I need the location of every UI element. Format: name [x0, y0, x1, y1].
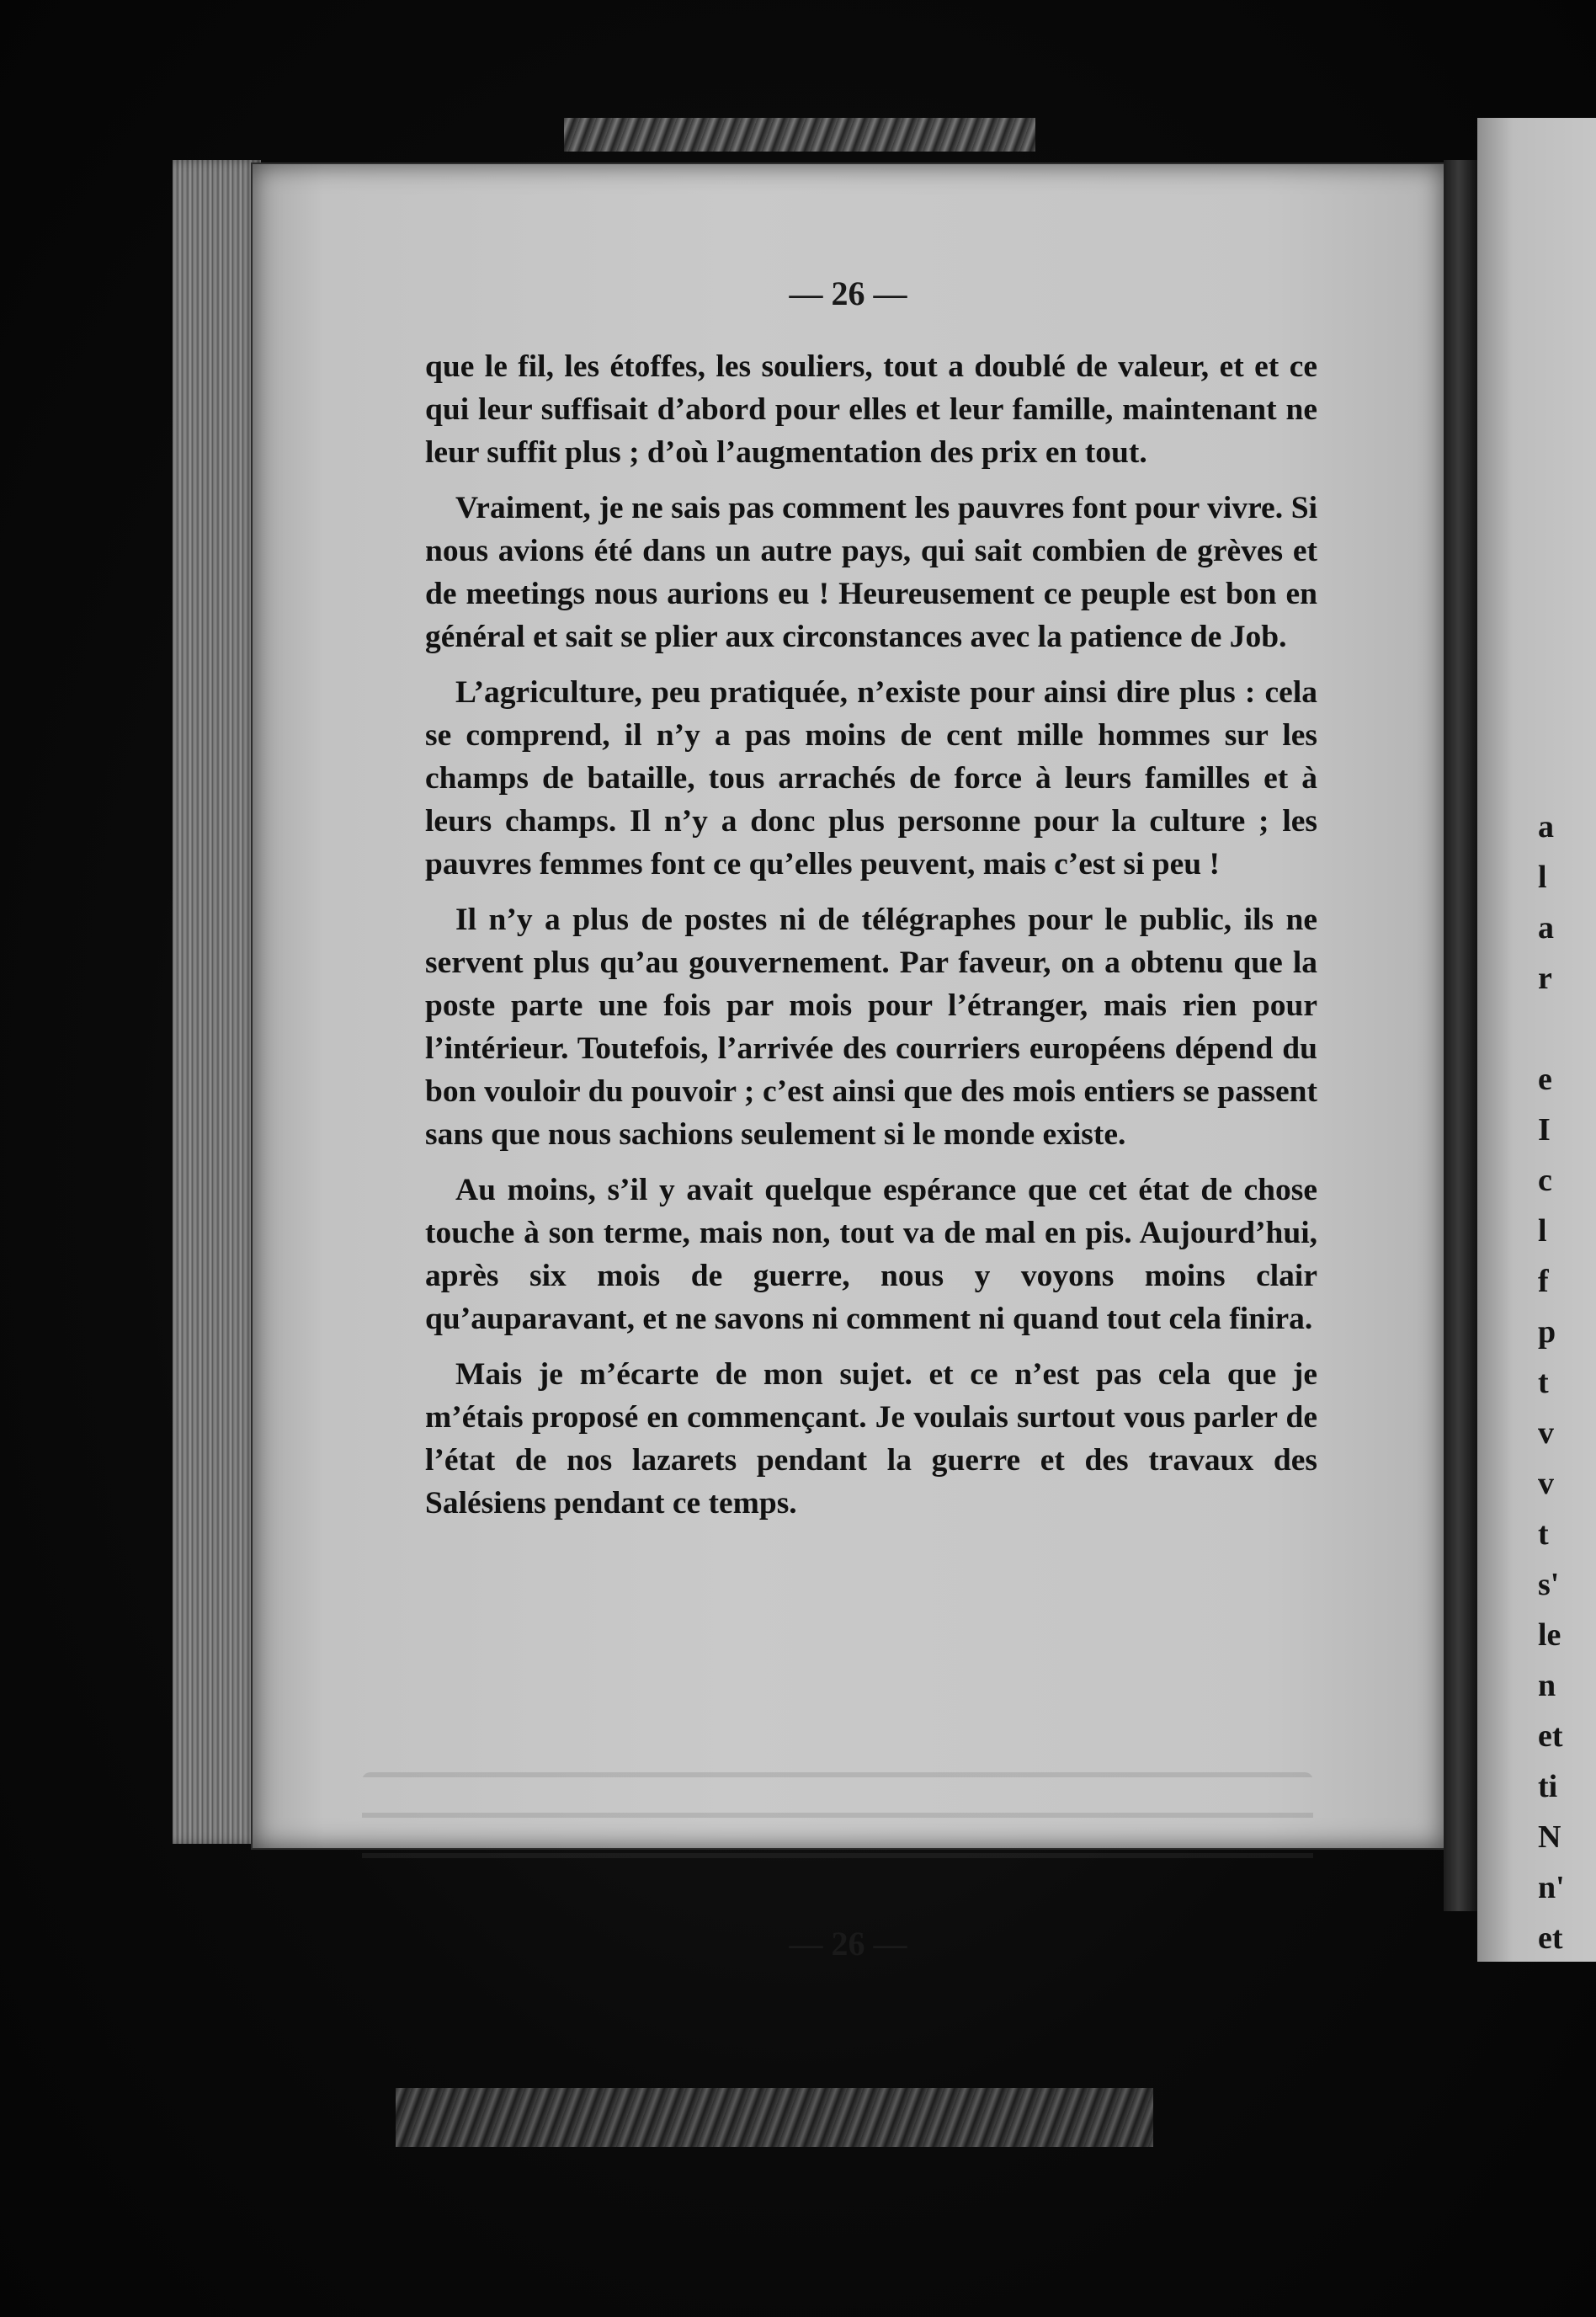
next-page-fragment: e — [1538, 1062, 1552, 1097]
binding-ornament-top — [564, 118, 1035, 152]
next-page-fragment: v — [1538, 1415, 1554, 1451]
next-page-fragment: f — [1538, 1264, 1549, 1299]
next-page-fragment: et — [1538, 1920, 1563, 1956]
next-page-fragment: a — [1538, 809, 1554, 844]
next-page-fragment: v — [1538, 1466, 1554, 1501]
page-edges — [173, 160, 261, 1844]
paragraph: Mais je m’écarte de mon sujet. et ce n’est pas cela que je m’étais proposé en commençant. Je voulais surtout vous parler de l’état de nos lazarets pendant la guerre et des travaux des Salésiens pendant ce temps. — [425, 1357, 1317, 1521]
next-page-fragment: a — [1538, 910, 1554, 945]
paragraph: Vraiment, je ne sais pas comment les pauvres font pour vivre. Si nous avions été dans un autre pays, qui sait combien de grèves et de meetings nous aurions eu ! Heureusement ce peuple est bon en général et sait se plier aux circonstances avec la patience de Job. — [425, 491, 1317, 654]
binding-gutter — [1444, 160, 1477, 1911]
next-page-fragment: c — [1538, 1163, 1552, 1198]
next-page-fragment: I — [1538, 1112, 1551, 1148]
bleed-through-text — [362, 1772, 1313, 1882]
next-page-fragment: l — [1538, 860, 1547, 895]
next-page-fragment: n' — [1538, 1870, 1565, 1905]
paragraph: Il n’y a plus de postes ni de télégraphes pour le public, ils ne servent plus qu’au gouvernement. Par faveur, on a obtenu que la poste parte une fois par mois pour l’étranger, mais rien pour l’intérieur. Toutefois, l’arrivée des courriers européens dépend du bon vouloir du pouvoir ; c’est ainsi que des mois entiers se passent sans que nous sachions seulement si le monde existe. — [425, 903, 1317, 1152]
paragraph: L’agriculture, peu pratiquée, n’existe pour ainsi dire plus : cela se comprend, il n’y a pas moins de cent mille hommes sur les champs de bataille, tous arrachés de force à leurs familles et à leurs champs. Il n’y a donc plus personne pour la culture ; les pauvres femmes font ce qu’elles peuvent, mais c’est si peu ! — [425, 675, 1317, 882]
next-page-fragment: r — [1538, 961, 1552, 996]
next-page-fragment: ti — [1538, 1769, 1558, 1804]
next-page-fragment: t — [1538, 1516, 1549, 1552]
next-page-fragment: s' — [1538, 1567, 1560, 1602]
next-page-fragment: l — [1538, 1213, 1547, 1249]
next-page-fragment: le — [1538, 1617, 1561, 1653]
next-page-fragment: p — [1538, 1314, 1556, 1350]
binding-ornament-bottom — [396, 2088, 1153, 2147]
next-page-fragment: t — [1538, 1365, 1549, 1400]
next-page-fragment: N — [1538, 1819, 1561, 1855]
next-page-fragment: n — [1538, 1668, 1556, 1703]
next-page-edge — [1477, 118, 1596, 1962]
header-page-number: — 26 — — [789, 274, 907, 312]
body-text — [425, 345, 1317, 1537]
paragraph: que le fil, les étoffes, les souliers, tout a doublé de valeur, et et ce qui leur suffisait d’abord pour elles et leur famille, maintenant ne leur suffit plus ; d’où l’augmentation des prix en tout. — [425, 349, 1317, 470]
next-page-fragment: et — [1538, 1718, 1563, 1754]
footer-page-number: — 26 — — [789, 1925, 907, 1963]
paragraph: Au moins, s’il y avait quelque espérance que cet état de chose touche à son terme, mais non, tout va de mal en pis. Aujourd’hui, après six mois de guerre, nous y voyons moins clair qu’auparavant, et ne savons ni comment ni quand tout cela finira. — [425, 1173, 1317, 1336]
